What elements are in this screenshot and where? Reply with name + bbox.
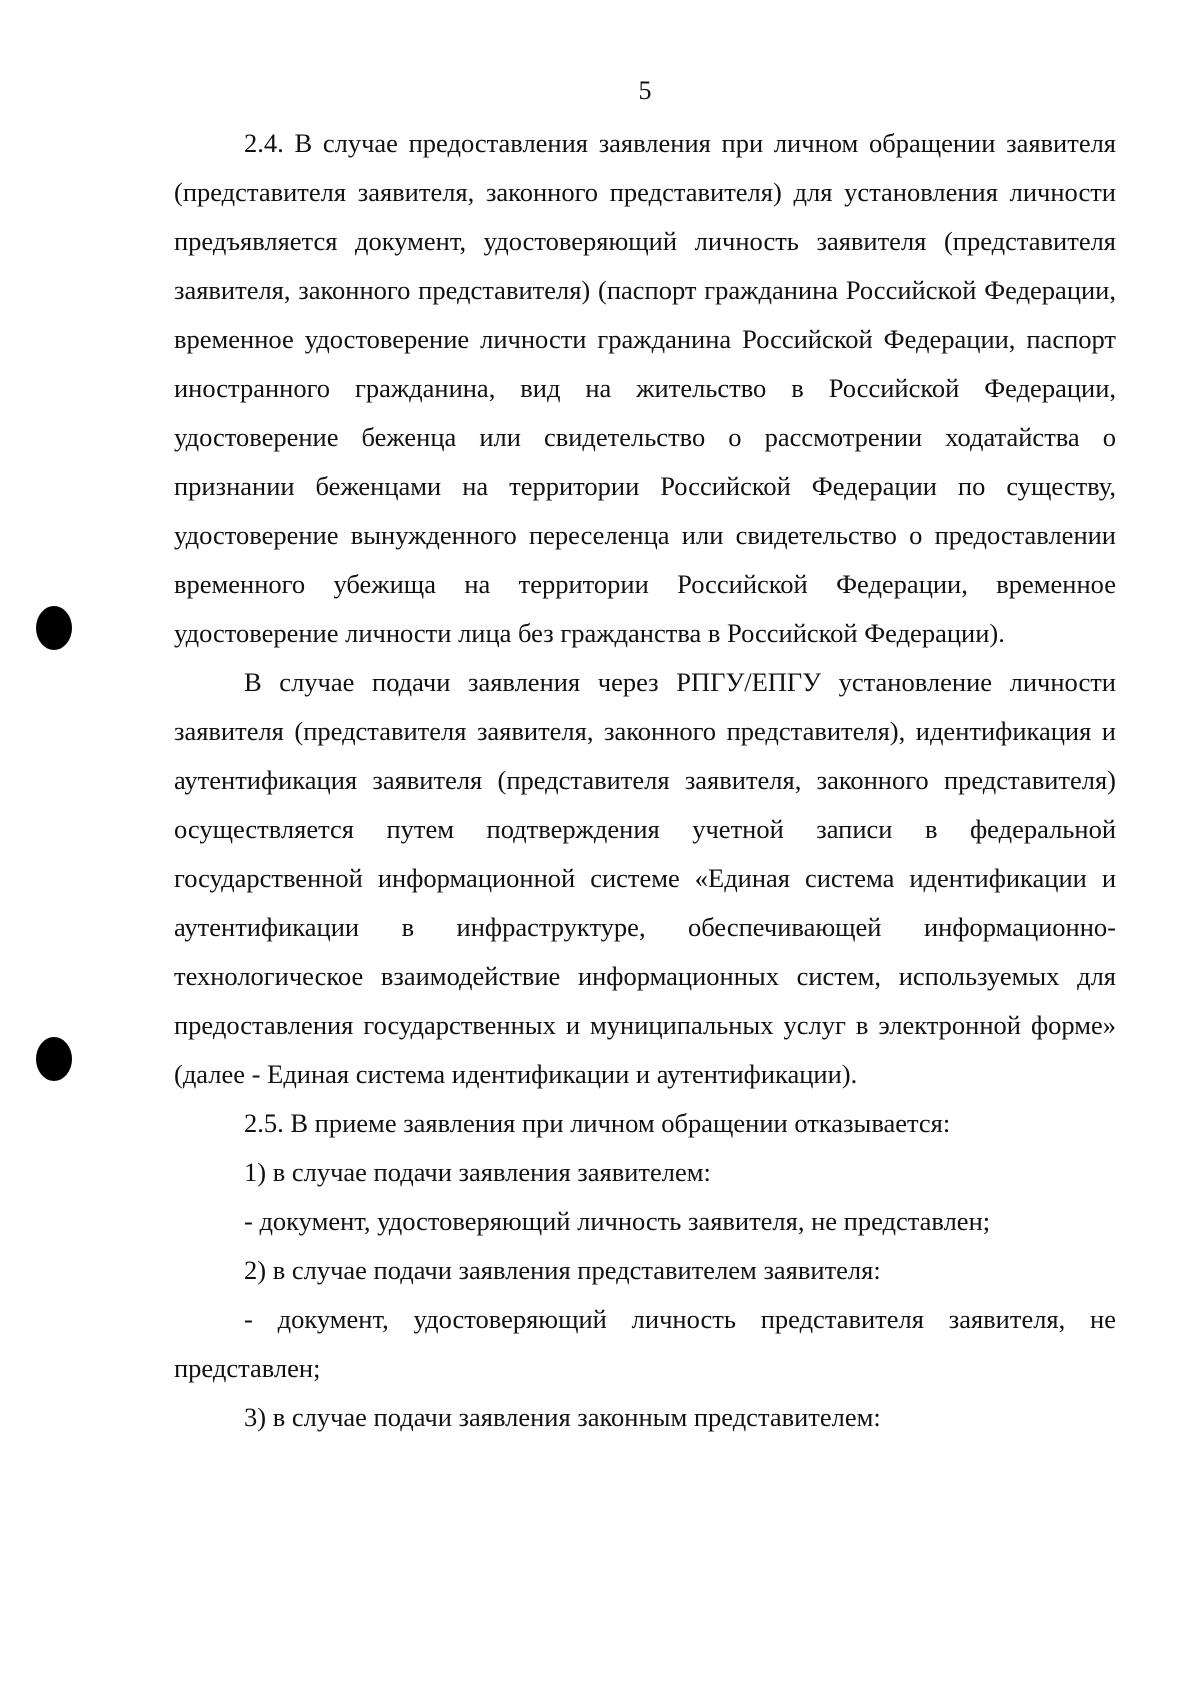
- paragraph-rpgu-identification: В случае подачи заявления через РПГУ/ЕПГУ установление личности заявителя (представителя заявителя, законного представителя), идентификация и аутентификация заявителя (представителя заявителя, законного представителя) осуществляется путем подтверждения учетной записи в федеральной государственной информационной системе «Единая система идентификации и аутентификации в инфраструктуре, обеспечивающей информационно-технологическое взаимодействие информационных систем, используемых для предоставления государственных и муниципальных услуг в электронной форме» (далее - Единая система идентификации и аутентификации).: [174, 667, 1116, 1089]
- paragraph-representative-id-missing: - документ, удостоверяющий личность представителя заявителя, не представлен;: [174, 1304, 1116, 1383]
- punch-hole-mark: [36, 606, 72, 650]
- paragraph-case-applicant: 1) в случае подачи заявления заявителем:: [244, 1157, 711, 1187]
- paragraph-applicant-id-missing: - документ, удостоверяющий личность заявителя, не представлен;: [244, 1206, 991, 1236]
- punch-hole-mark: [36, 1037, 72, 1081]
- paragraph-2-4: 2.4. В случае предоставления заявления при личном обращении заявителя (представителя заявителя, законного представителя) для установления личности предъявляется документ, удостоверяющий личность заявителя (представителя заявителя, законного представителя) (паспорт гражданина Российской Федерации, временное удостоверение личности гражданина Российской Федерации, паспорт иностранного гражданина, вид на жительство в Российской Федерации, удостоверение беженца или свидетельство о рассмотрении ходатайства о признании беженцами на территории Российской Федерации по существу, удостоверение вынужденного переселенца или свидетельство о предоставлении временного убежища на территории Российской Федерации, временное удостоверение личности лица без гражданства в Российской Федерации).: [174, 128, 1116, 648]
- paragraph-case-representative: 2) в случае подачи заявления представителем заявителя:: [244, 1255, 881, 1285]
- document-body: [174, 119, 1116, 1442]
- paragraph-2-5: 2.5. В приеме заявления при личном обращении отказывается:: [244, 1108, 951, 1138]
- paragraph-case-legal-representative: 3) в случае подачи заявления законным представителем:: [244, 1402, 881, 1432]
- page-number: 5: [638, 76, 652, 105]
